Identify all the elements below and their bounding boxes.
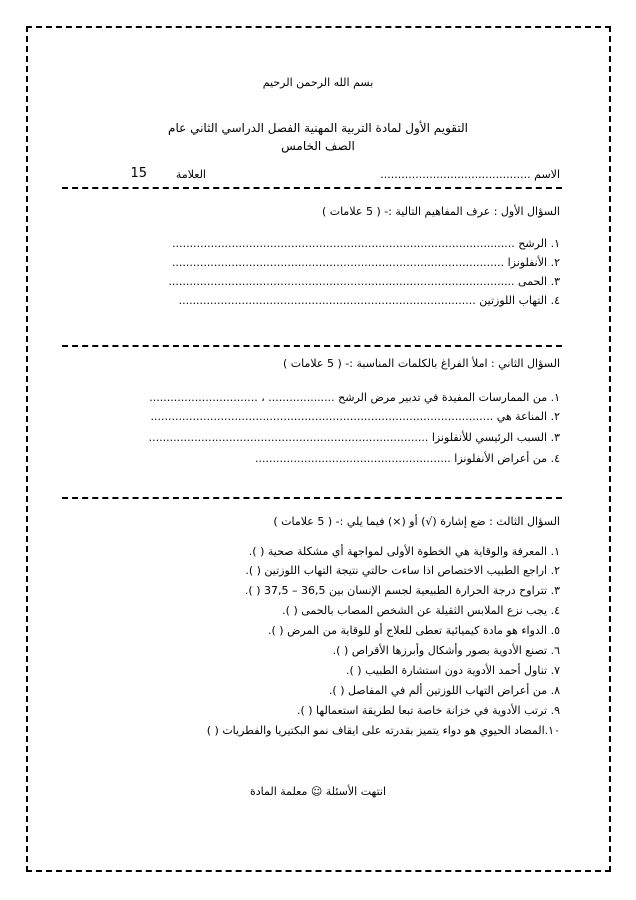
grade-label: الصف الخامس (281, 139, 355, 153)
q3-item: ٢. اراجع الطبيب الاختصاص اذا ساءت حالتي نتيجة التهاب اللوزتين ( ). (245, 564, 560, 577)
q3-item: ٣. تتراوح درجة الحرارة الطبيعية لجسم الإنسان بين 36,5 – 37,5 ( ). (244, 584, 560, 597)
q3-item: ١٠.المضاد الحيوي هو دواء يتميز بقدرته على ايقاف نمو البكتيريا والفطريات ( ) (206, 724, 560, 737)
q1-item: ١. الرشح .................................................................................................. (172, 237, 560, 250)
separator-3 (62, 497, 562, 499)
separator-2 (62, 345, 562, 347)
q2-item: ٤. من أعراض الأنفلونزا ........................................................ (255, 452, 560, 465)
q2-item: ١. من الممارسات المفيدة في تدبير مرض الرشح ................... ، ............................... (149, 391, 560, 404)
q3-item: ٦. تصنع الأدوية بصور وأشكال وأبرزها الأقراص ( ). (332, 644, 560, 657)
basmala: بسم الله الرحمن الرحيم (262, 76, 374, 89)
student-name-field: الاسم ........................................... (380, 168, 560, 181)
q3-heading: السؤال الثالث : ضع إشارة (√) أو (×) فيما يلي :- ( 5 علامات ) (273, 515, 560, 528)
q3-item: ٤. يجب نزع الملابس الثقيلة عن الشخص المصاب بالحمى ( ). (282, 604, 560, 617)
q3-item: ٥. الدواء هو مادة كيميائية تعطى للعلاج أو للوقاية من المرض ( ). (268, 624, 560, 637)
q1-heading: السؤال الأول : عرف المفاهيم التالية :- ( 5 علامات ) (321, 205, 560, 218)
exam-title: التقويم الأول لمادة التربية المهنية الفصل الدراسي الثاني عام (168, 121, 468, 135)
score-value: 15 (130, 166, 147, 181)
score-label: العلامة (175, 168, 206, 181)
q3-item: ٩. ترتب الأدوية في خزانة خاصة تبعا لطريقة استعمالها ( ). (296, 704, 560, 717)
q1-item: ٢. الأنفلونزا ............................................................................................... (171, 256, 560, 269)
q3-item: ٨. من أعراض التهاب اللوزتين ألم في المفاصل ( ). (328, 684, 560, 697)
closing-line: انتهت الأسئلة ☺ معلمة المادة (249, 785, 387, 798)
q1-item: ٣. الحمى ................................................................................................... (168, 275, 560, 288)
q2-item: ٣. السبب الرئيسي للأنفلونزا ................................................................................ (148, 431, 560, 444)
q3-item: ٧. تناول أحمد الأدوية دون استشارة الطبيب ( ). (346, 664, 560, 677)
q1-item: ٤. التهاب اللوزتين ..................................................................................... (178, 294, 560, 307)
separator-1 (62, 187, 562, 189)
q2-heading: السؤال الثاني : املأ الفراغ بالكلمات المناسبة :- ( 5 علامات ) (282, 357, 560, 370)
q2-item: ٢. المناعة هي .................................................................................................. (150, 410, 560, 423)
q3-item: ١. المعرفة والوقاية هي الخطوة الأولى لمواجهة أي مشكلة صحية ( ). (248, 545, 560, 558)
